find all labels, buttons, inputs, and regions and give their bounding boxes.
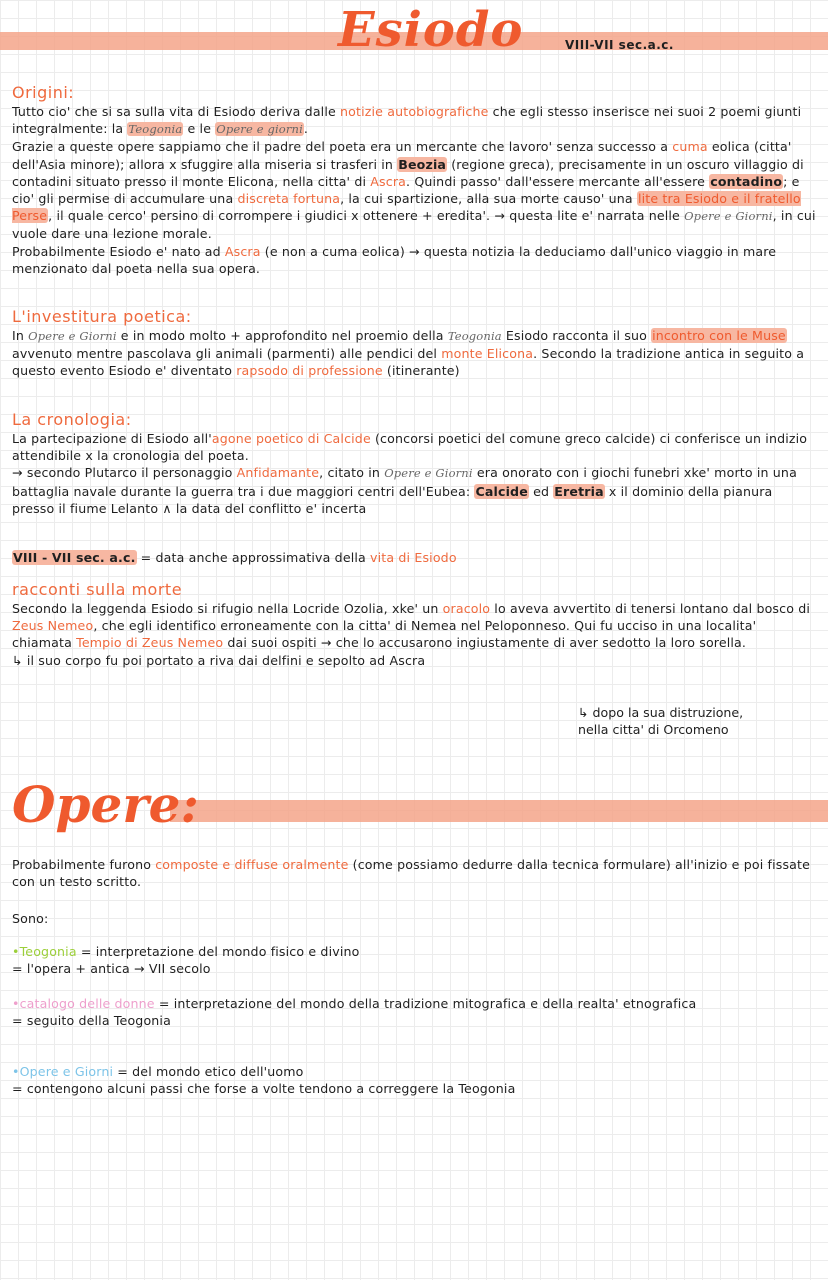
opere-band	[170, 800, 828, 822]
opere-item-opere-giorni: •Opere e Giorni = del mondo etico dell'uomo = contengono alcuni passi che forse a volte tendono a correggere la Teogonia	[12, 1064, 516, 1097]
morte-paragraph: Secondo la leggenda Esiodo si rifugio nella Locride Ozolia, xke' un oracolo lo aveva avvertito di tenersi lontano dal bosco di Zeus Nemeo, che egli identifico erroneamente con la citta' di Nemea nel Peloponneso. Qui fu ucciso in una localita' chiamata Tempio di Zeus Nemeo dai suoi ospiti → che lo accusarono ingiustamente di aver sedotto la loro sorella. ↳ il suo corpo fu poi portato a riva dai delfini e sepolto ad Ascra	[12, 601, 811, 668]
section-title-investitura: L'investitura poetica:	[12, 307, 192, 326]
opere-intro: Probabilmente furono composte e diffuse oralmente (come possiamo dedurre dalla tecnica formulare) all'inizio e poi fissate con un testo scritto.	[12, 857, 811, 890]
section-title-morte: racconti sulla morte	[12, 580, 183, 599]
cronologia-paragraph: La partecipazione di Esiodo all'agone poetico di Calcide (concorsi poetici del comune greco calcide) ci conferisce un indizio attendibile x la cronologia del poeta. → secondo Plutarco il personaggio Anfidamante, citato in Opere e Giorni era onorato con i giochi funebri xke' morto in una battaglia navale durante la guerra tra i due maggiori centri dell'Eubea: Calcide ed Eretria x il dominio della pianura presso il fiume Lelanto ∧ la data del conflitto e' incerta	[12, 431, 808, 516]
page-title: Esiodo	[338, 2, 524, 58]
section-title-origini: Origini:	[12, 83, 75, 102]
section-title-cronologia: La cronologia:	[12, 410, 132, 429]
morte-note: ↳ dopo la sua distruzione, nella citta' di Orcomeno	[578, 705, 744, 737]
opere-title: Opere:	[12, 775, 199, 834]
date-label: VIII-VII sec.a.c.	[565, 38, 674, 52]
cronologia-date-line: VIII - VII sec. a.c. = data anche approssimativa della vita di Esiodo	[13, 550, 457, 565]
opere-sono: Sono:	[12, 911, 49, 926]
opere-item-catalogo: •catalogo delle donne = interpretazione del mondo della tradizione mitografica e della realta' etnografica = seguito della Teogonia	[12, 996, 697, 1029]
opere-item-teogonia: •Teogonia = interpretazione del mondo fisico e divino = l'opera + antica → VII secolo	[12, 944, 360, 977]
origini-paragraph: Tutto cio' che si sa sulla vita di Esiodo deriva dalle notizie autobiografiche che egli stesso inserisce nei suoi 2 poemi giunti integralmente: la Teogonia e le Opere e giorni. Grazie a queste opere sappiamo che il padre del poeta era un mercante che lavoro' senza successo a cuma eolica (citta' dell'Asia minore); allora x sfuggire alla miseria si trasferi in Beozia (regione greca), precisamente in un oscuro villaggio di contadini situato presso il monte Elicona, nella citta' di Ascra. Quindi passo' dall'essere mercante all'essere contadino; e cio' gli permise di accumulare una discreta fortuna, la cui spartizione, alla sua morte causo' una lite tra Esiodo e il fratello Perse, il quale cerco' persino di corrompere i giudici x ottenere + eredita'. → questa lite e' narrata nelle Opere e Giorni, in cui vuole dare una lezione morale. Probabilmente Esiodo e' nato ad Ascra (e non a cuma eolica) → questa notizia la deduciamo dall'unico viaggio in mare menzionato dal poeta nella sua opera.	[12, 104, 816, 276]
investitura-paragraph: In Opere e Giorni e in modo molto + approfondito nel proemio della Teogonia Esiodo racconta il suo incontro con le Muse avvenuto mentre pascolava gli animali (parmenti) alle pendici del monte Elicona. Secondo la tradizione antica in seguito a questo evento Esiodo e' diventato rapsodo di professione (itinerante)	[12, 328, 805, 379]
